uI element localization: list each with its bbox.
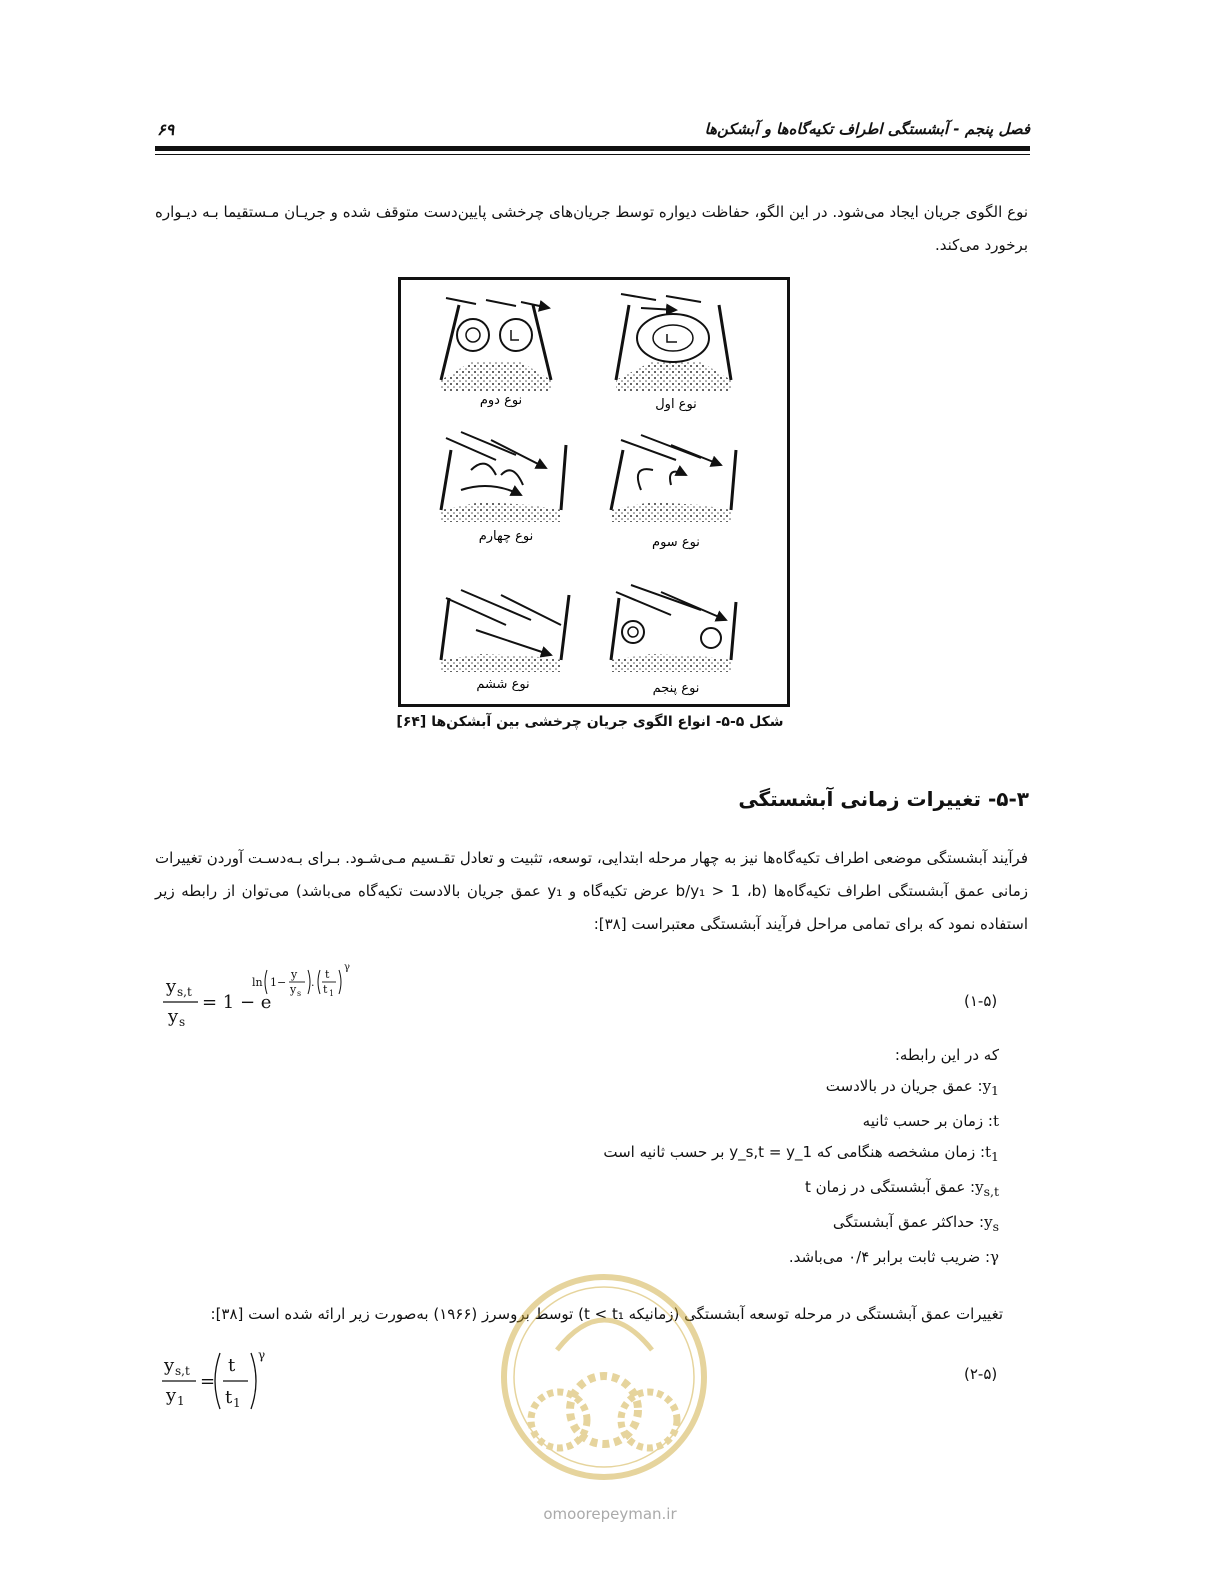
- panel-label-type-5: نوع پنجم: [652, 681, 700, 696]
- eq2-gamma: γ: [258, 1348, 266, 1362]
- def-yst-sub: s,t: [983, 1184, 999, 1199]
- def-gamma: [439, 1242, 999, 1273]
- def-t1: [439, 1137, 999, 1172]
- def-t-symbol: t: [992, 1112, 999, 1130]
- def-t-text: : زمان بر حسب ثانیه: [862, 1112, 993, 1130]
- def-y1-sub: 1: [991, 1083, 999, 1098]
- equation-2-number: (۲-۵): [964, 1365, 998, 1383]
- header-rule-thick: [155, 146, 1030, 151]
- def-ys-symbol: y: [984, 1213, 993, 1231]
- intro-paragraph: نوع الگوی جریان ایجاد می‌شود. در این الگو، حفاظت دیواره توسط جریان‌های چرخشی پایین‌دست متوقف شده و جریـان مـستقیما بـه دیـواره برخورد می‌کند.: [155, 203, 1028, 254]
- def-yst-text: : عمق آبشستگی در زمان t: [804, 1178, 976, 1196]
- def-t: [439, 1106, 999, 1137]
- svg-text:.: .: [311, 976, 315, 989]
- def-t1-sub: 1: [991, 1149, 999, 1164]
- panel-type-6: [441, 590, 569, 672]
- eq1-exp-ln: ln: [252, 976, 263, 989]
- eq1-exp-t1: t: [323, 983, 328, 996]
- equation-1-number: (۱-۵): [964, 992, 998, 1010]
- def-ys-sub: s: [992, 1219, 999, 1234]
- header-title: فصل پنجم - آبشستگی اطراف تکیه‌گاه‌ها و آبشکن‌ها: [704, 120, 1030, 138]
- def-y1-symbol: y: [982, 1077, 992, 1095]
- eq1-exp-y: y: [291, 968, 298, 981]
- figure-flow-patterns: [398, 277, 790, 707]
- panel-label-type-3: نوع سوم: [652, 535, 700, 550]
- panel-type-5: [611, 585, 736, 672]
- eq1-num: y: [166, 976, 177, 997]
- variable-definitions: [439, 1040, 999, 1273]
- panel-type-2: [441, 298, 551, 392]
- def-gamma-symbol: γ: [990, 1248, 999, 1266]
- eq1-num-sub: s,t: [177, 985, 192, 999]
- eq1-exp-ys-sub: s: [297, 989, 302, 998]
- figure-caption: شکل ۵-۵- انواع الگوی جریان چرخشی بین آبشکن‌ها [۶۴]: [396, 714, 784, 730]
- def-yst: [439, 1172, 999, 1207]
- eq2-t: t: [228, 1355, 236, 1376]
- panel-type-4: [441, 432, 566, 522]
- watermark-url: omoorepeyman.ir: [543, 1505, 677, 1523]
- eq2-den: y: [166, 1385, 177, 1406]
- equation-1: [160, 958, 400, 1028]
- page-header: [155, 118, 1030, 158]
- def-ys: [439, 1207, 999, 1242]
- eq2-eq: =: [200, 1371, 216, 1392]
- eq1-den-sub: s: [179, 1015, 186, 1028]
- eq1-den: y: [168, 1006, 179, 1027]
- page-number: ۶۹: [157, 120, 175, 139]
- watermark-logo: [497, 1270, 712, 1485]
- eq1-exp-t1-sub: 1: [329, 989, 335, 998]
- section-body: فرآیند آبشستگی موضعی اطراف تکیه‌گاه‌ها نیز به چهار مرحله ابتدایی، توسعه، تثبیت و تعادل تقـسیم مـی‌شـود. بـرای بـه‌دسـت آوردن تغییرات زمانی عمق آبشستگی اطراف تکیه‌گاه‌ها (b/y₁ > 1 ،b عرض تکیه‌گاه و y₁ عمق جریان بالادست تکیه‌گاه می‌باشد) می‌توان از رابطه زیر استفاده نمود که برای تمامی مراحل فرآیند آبشستگی معتبراست [۳۸]:: [154, 849, 1029, 933]
- def-t1-symbol: t: [985, 1143, 992, 1161]
- header-rule-thin: [155, 154, 1030, 155]
- eq1-gamma: γ: [344, 962, 350, 973]
- equation-2: [160, 1345, 300, 1415]
- development-paragraph: تغییرات عمق آبشستگی در مرحله توسعه آبشستگی (زمانیکه t < t₁) توسط بروسرز (۱۹۶۶) به‌صورت زیر ارائه شده است [۳۸]:: [210, 1305, 1003, 1323]
- eq1-exp-ys: y: [290, 983, 297, 996]
- panel-label-type-6: نوع ششم: [476, 677, 530, 692]
- def-yst-symbol: y: [975, 1178, 984, 1196]
- eq1-exp-t: t: [325, 968, 330, 981]
- eq1-rhs: = 1 − e: [202, 992, 272, 1013]
- panel-label-type-1: نوع اول: [655, 397, 697, 412]
- panel-type-3: [611, 435, 736, 522]
- eq2-den-sub: 1: [177, 1394, 185, 1408]
- panel-label-type-2: نوع دوم: [479, 393, 523, 408]
- def-ys-text: : حداکثر عمق آبشستگی: [832, 1213, 985, 1231]
- def-y1-text: : عمق جریان در بالادست: [825, 1077, 983, 1095]
- panel-label-type-4: نوع چهارم: [478, 529, 534, 544]
- where-intro: که در این رابطه:: [894, 1046, 999, 1064]
- eq2-t1: t: [225, 1387, 233, 1408]
- eq2-t1-sub: 1: [233, 1396, 241, 1410]
- panel-type-1: [616, 294, 731, 392]
- eq2-num: y: [164, 1355, 175, 1376]
- eq2-num-sub: s,t: [175, 1364, 190, 1378]
- def-t1-text: : زمان مشخصه هنگامی که y_s,t = y_1 بر حسب ثانیه است: [603, 1143, 986, 1161]
- eq1-exp-one: 1−: [270, 976, 287, 989]
- flow-patterns-drawing: [401, 280, 787, 704]
- def-y1: [439, 1071, 999, 1106]
- section-heading: ۵-۳- تغییرات زمانی آبشستگی: [738, 787, 1029, 811]
- def-gamma-text: : ضریب ثابت برابر ۰/۴ می‌باشد.: [788, 1248, 991, 1266]
